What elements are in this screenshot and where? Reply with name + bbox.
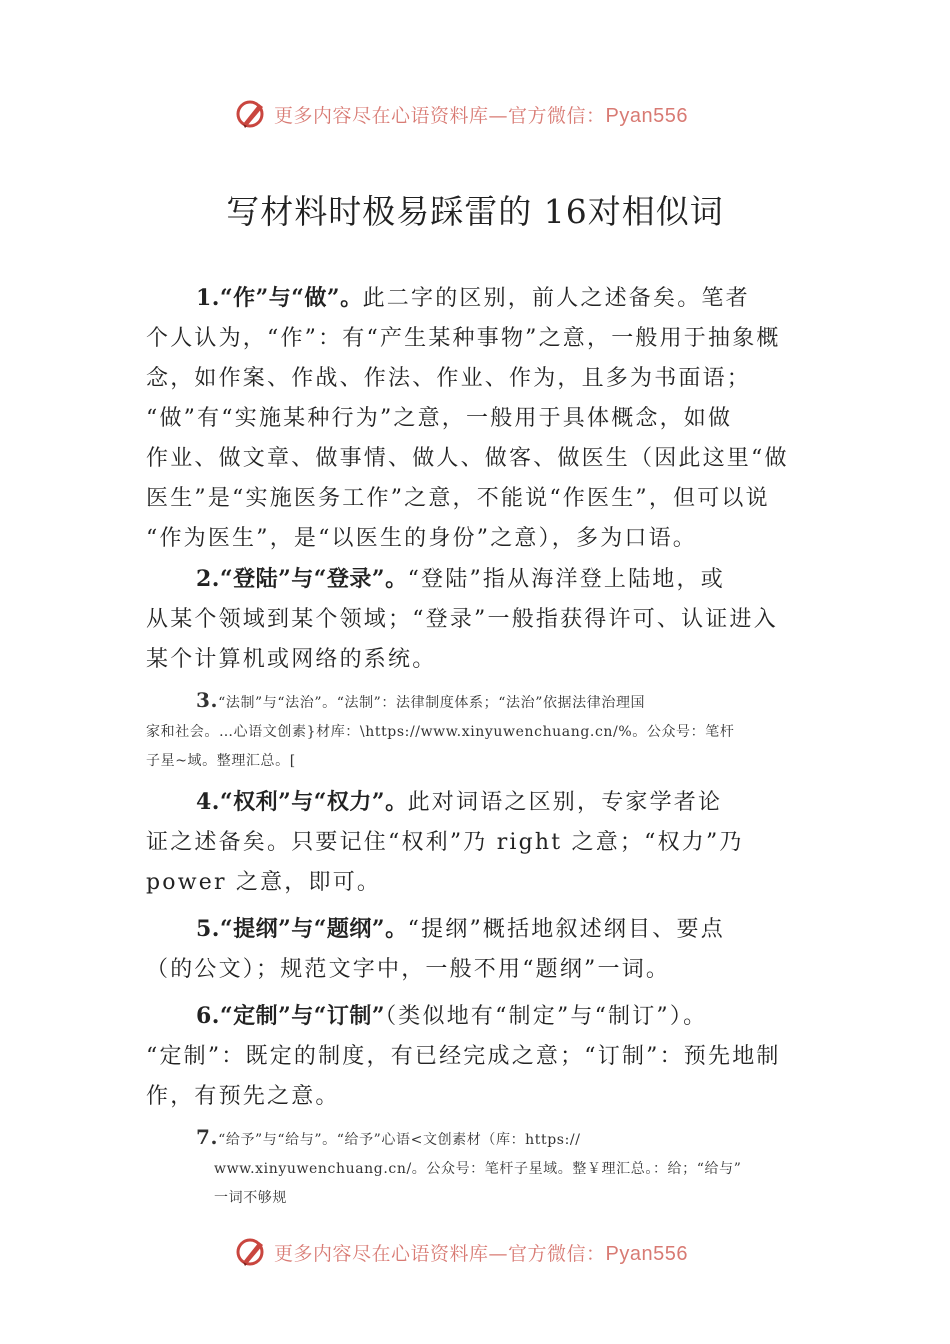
item-7-heading: 7. bbox=[196, 1125, 219, 1149]
item-7: 7.“给予”与“给与”。“给予”心语<文创素材（库：https:// www.xinyuwenchuang.cn/。公众号：笔杆子星域。整￥理汇总。：给；“给与” 一词不够规 bbox=[196, 1125, 742, 1206]
header-watermark-banner bbox=[0, 92, 950, 136]
pen-logo-icon bbox=[234, 1235, 268, 1269]
item-3: 3.“法制”与“法治”。“法制”：法律制度体系；“法治”依据法律治理国 家和社会。…心语文创素}材库：\https://www.xinyuwenchuang.cn/%。公众号：笔杆 子星~域。整理汇总。[ bbox=[146, 688, 735, 769]
item-4: 4.“权利”与“权力”。此对词语之区别，专家学者论 证之述备矣。只要记住“权利”乃 right 之意；“权力”乃 power 之意，即可。 bbox=[146, 789, 744, 895]
item-6-heading: 6.“定制”与“订制” bbox=[196, 1003, 386, 1029]
item-6: 6.“定制”与“订制”（类似地有“制定”与“制订”）。 “定制”：既定的制度，有已经完成之意；“订制”：预先地制 作，有预先之意。 bbox=[146, 1003, 781, 1109]
banner-text: 更多内容尽在心语资料库—官方微信：Pyan556 bbox=[274, 104, 688, 127]
banner-text: 更多内容尽在心语资料库—官方微信：Pyan556 bbox=[274, 1242, 688, 1265]
pen-logo-icon bbox=[234, 97, 268, 131]
item-5: 5.“提纲”与“题纲”。“提纲”概括地叙述纲目、要点 （的公文）；规范文字中，一般不用“题纲”一词。 bbox=[146, 916, 725, 982]
document-body bbox=[146, 278, 808, 1213]
page-title: 写材料时极易踩雷的 16对相似词 bbox=[226, 192, 724, 231]
item-5-heading: 5.“提纲”与“题纲”。 bbox=[196, 916, 408, 942]
item-2-heading: 2.“登陆”与“登录”。 bbox=[196, 566, 408, 592]
item-2: 2.“登陆”与“登录”。“登陆”指从海洋登上陆地，或 从某个领域到某个领域；“登录”一般指获得许可、认证进入 某个计算机或网络的系统。 bbox=[146, 566, 778, 672]
footer-watermark-banner bbox=[0, 1230, 950, 1274]
item-1-heading: 1.“作”与“做”。 bbox=[196, 285, 363, 311]
item-4-heading: 4.“权利”与“权力”。 bbox=[196, 789, 408, 815]
item-3-heading: 3. bbox=[196, 688, 219, 712]
item-1: 1.“作”与“做”。此二字的区别，前人之述备矣。笔者 个人认为，“作”：有“产生某种事物”之意，一般用于抽象概 念，如作案、作战、作法、作业、作为，且多为书面语； “做”有“实施某种行为”之意，一般用于具体概念，如做 作业、做文章、做事情、做人、做客、做医生（因此这里“做 医生”是“实施医务工作”之意，不能说“作医生”，但可以说 “作为医生”，是“以医生的身份”之意），多为口语。 bbox=[146, 285, 789, 551]
